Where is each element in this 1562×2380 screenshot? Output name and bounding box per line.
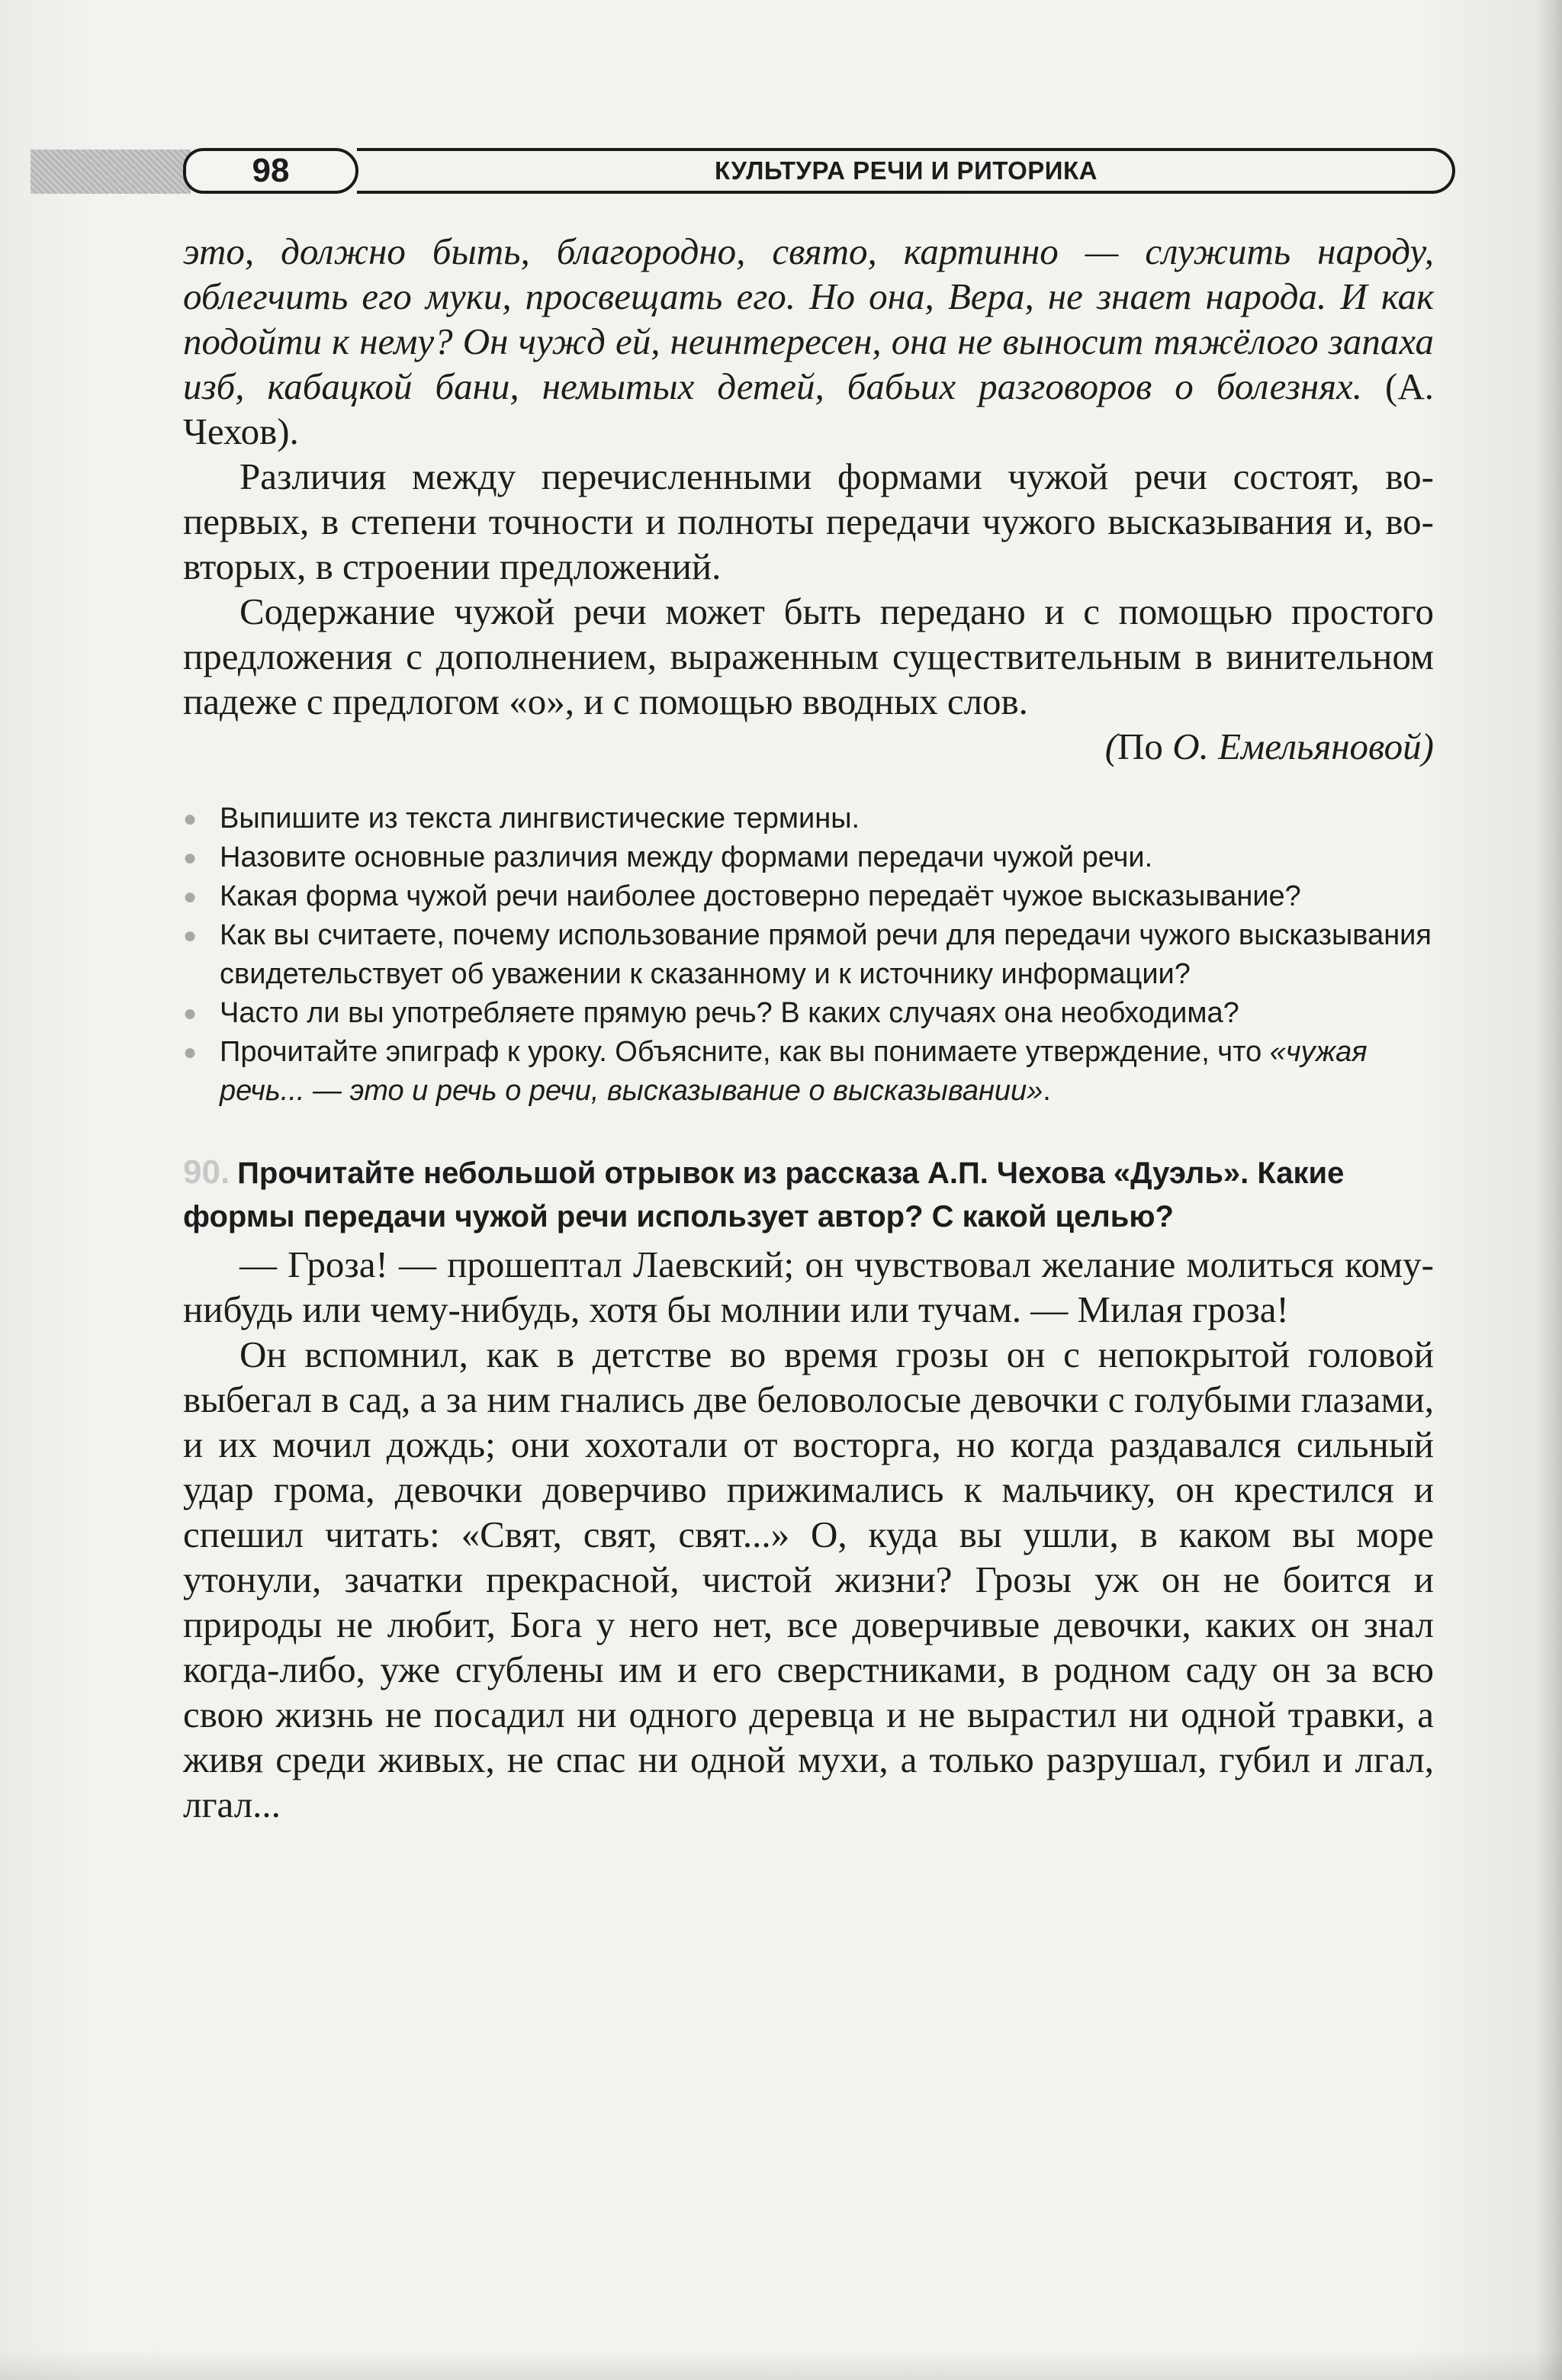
running-title: КУЛЬТУРА РЕЧИ И РИТОРИКА <box>715 156 1098 185</box>
page-edge-shadow <box>1536 0 1562 2380</box>
source-author: О. Емельяновой) <box>1172 725 1434 767</box>
excerpt-paragraph <box>183 229 1434 454</box>
excerpt-italic-text: это, должно быть, благородно, свято, картинно — служить народу, облегчить его муки, просвещать его. Но она, Вера, не знает народа. И как подойти к нему? Он чужд ей, неинтересен, она не выносит тяжёлого запаха изб, кабацкой бани, немытых детей, бабьих разговоров о болезнях. <box>183 230 1434 407</box>
question-text-quote: «чужая речь... — это и речь о речи, высказывание о высказывании» <box>220 1036 1368 1107</box>
header-hatched-band <box>31 150 191 194</box>
page-bottom-shadow <box>0 2349 1562 2380</box>
question-text: Назовите основные различия между формами передачи чужой речи. <box>220 841 1153 873</box>
bullet-icon: ● <box>183 923 198 948</box>
question-text: Часто ли вы употребляете прямую речь? В каких случаях она необходима? <box>220 997 1239 1029</box>
task-heading <box>183 1150 1434 1239</box>
question-item <box>183 838 1434 877</box>
body-paragraph-2: Содержание чужой речи может быть передано и с помощью простого предложения с дополнением, выраженным существительным в винительном падеже с предлогом «о», и с помощью вводных слов. <box>183 590 1434 722</box>
bullet-icon: ● <box>183 1001 198 1026</box>
task-text: Прочитайте небольшой отрывок из рассказа А.П. Чехова «Дуэль». Какие формы передачи чужой речи использует автор? С какой целью? <box>183 1156 1345 1233</box>
bullet-icon: ● <box>183 1040 198 1065</box>
question-item <box>183 799 1434 838</box>
question-text-main: Прочитайте эпиграф к уроку. Объясните, как вы понимаете утверждение, что <box>220 1036 1270 1068</box>
question-item <box>183 916 1434 994</box>
source-prefix: По <box>1117 725 1173 767</box>
question-text: Как вы считаете, почему использование прямой речи для передачи чужого высказывания свидетельствует об уважении к сказанному и к источнику информации? <box>220 919 1432 990</box>
source-open-paren: ( <box>1104 725 1118 767</box>
question-item <box>183 1033 1434 1111</box>
task-number: 90. <box>183 1153 230 1191</box>
question-item <box>183 877 1434 916</box>
question-list <box>183 799 1434 1111</box>
bullet-icon: ● <box>183 884 198 909</box>
body-paragraph-1: Различия между перечисленными формами чужой речи состоят, во-первых, в степени точности и полноты передачи чужого высказывания и, во-вторых, в строении предложений. <box>183 455 1434 587</box>
excerpt-attribution: (А. Чехов). <box>183 365 1434 452</box>
story-paragraph-2: Он вспомнил, как в детстве во время грозы он с непокрытой головой выбегал в сад, а за ним гнались две беловолосые девочки с голубыми глазами, и их мочил дождь; они хохотали от восторга, но когда раздавался сильный удар грома, девочки доверчиво прижимались к мальчику, он крестился и спешил читать: «Свят, свят, свят...» О, куда вы ушли, в каком вы море утонули, зачатки прекрасной, чистой жизни? Грозы уж он не боится и природы не любит, Бога у него нет, все доверчивые девочки, каких он знал когда-либо, уже сгублены им и его сверстниками, в родном саду он за всю свою жизнь не посадил ни одного деревца и не вырастил ни одной травки, а живя среди живых, не спас ни одной мухи, а только разрушал, губил и лгал, лгал... <box>183 1333 1434 1825</box>
page-body <box>183 229 1434 1827</box>
question-text: Какая форма чужой речи наиболее достоверно передаёт чужое высказывание? <box>220 880 1301 912</box>
bullet-icon: ● <box>183 806 198 831</box>
source-attribution <box>183 724 1434 769</box>
page-header <box>31 145 1441 198</box>
question-item <box>183 994 1434 1033</box>
page-number: 98 <box>183 148 358 194</box>
question-text: Выпишите из текста лингвистические термины. <box>220 802 860 835</box>
bullet-icon: ● <box>183 845 198 870</box>
story-paragraph-1: — Гроза! — прошептал Лаевский; он чувствовал желание молиться кому-нибудь или чему-нибудь, хотя бы молнии или тучам. — Милая гроза! <box>183 1243 1434 1330</box>
question-text <box>220 1036 1368 1107</box>
question-text-end: . <box>1043 1075 1051 1107</box>
